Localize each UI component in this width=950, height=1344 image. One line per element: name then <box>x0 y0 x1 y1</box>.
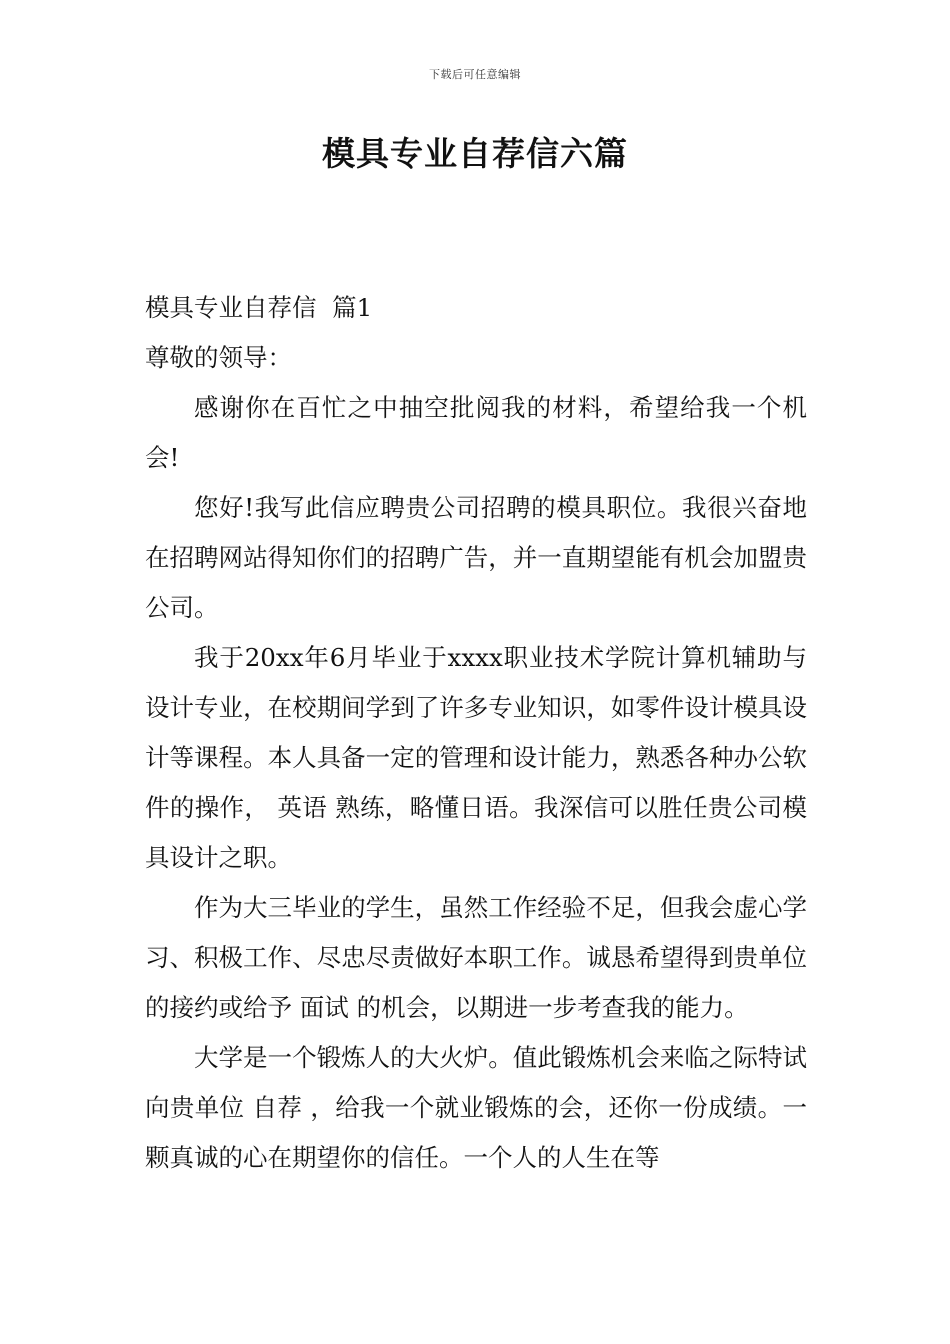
salutation: 尊敬的领导： <box>145 343 292 372</box>
document-title: 模具专业自荐信六篇 <box>322 134 628 173</box>
header-note: 下载后可任意编辑 <box>429 68 521 81</box>
body-paragraph-4: 作为大三毕业的学生，虽然工作经验不足，但我会虚心学习、积极工作、尽忠尽责做好本职工作。诚恳希望得到贵单位的接约或给予 面试 的机会，以期进一步考查我的能力。 <box>145 893 807 1022</box>
document-body <box>145 283 807 1183</box>
section-heading: 模具专业自荐信 篇1 <box>145 293 373 322</box>
body-paragraph-5: 大学是一个锻炼人的大火炉。值此锻炼机会来临之际特试向贵单位 自荐 ，给我一个就业锻炼的会，还你一份成绩。一颗真诚的心在期望你的信任。一个人的人生在等 <box>145 1043 807 1172</box>
body-paragraph-3: 我于20xx年6月毕业于xxxx职业技术学院计算机辅助与设计专业，在校期间学到了许多专业知识，如零件设计模具设计等课程。本人具备一定的管理和设计能力，熟悉各种办公软件的操作， 英语 熟练，略懂日语。我深信可以胜任贵公司模具设计之职。 <box>145 643 807 872</box>
body-paragraph-1: 感谢你在百忙之中抽空批阅我的材料，希望给我一个机会! <box>145 393 807 472</box>
body-paragraph-2: 您好!我写此信应聘贵公司招聘的模具职位。我很兴奋地在招聘网站得知你们的招聘广告，并一直期望能有机会加盟贵公司。 <box>145 493 807 622</box>
